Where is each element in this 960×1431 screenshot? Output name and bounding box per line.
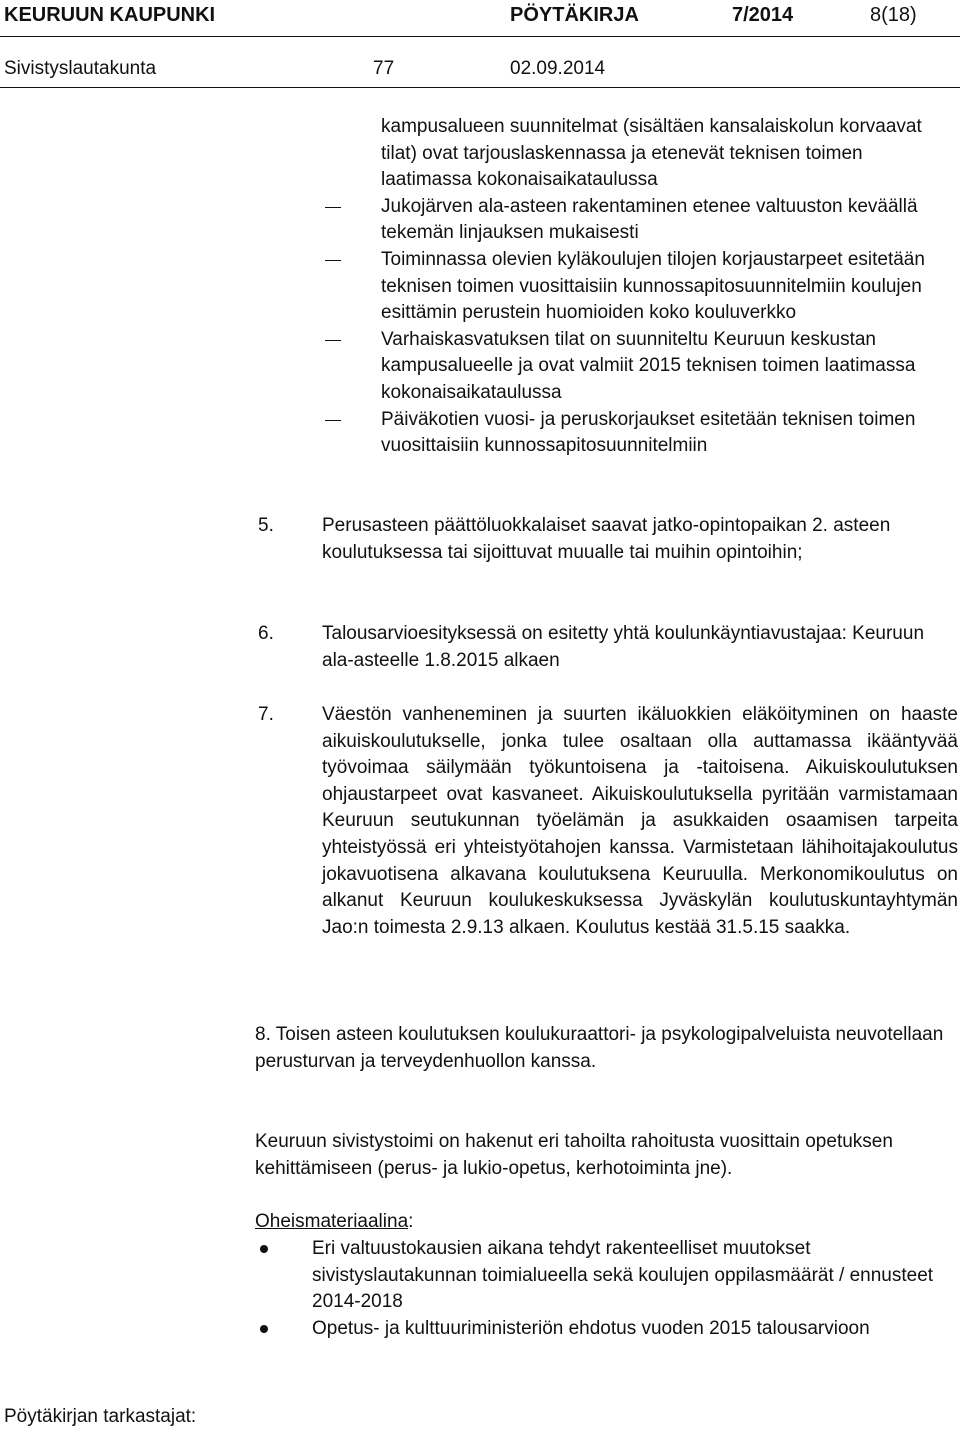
footer-reviewers: Pöytäkirjan tarkastajat: xyxy=(4,1406,197,1427)
list-item xyxy=(325,407,955,460)
list-item-text: Päiväkotien vuosi- ja peruskorjaukset esitetään teknisen toimen vuosittaisiin kunnossapitosuunnitelmiin xyxy=(381,408,916,457)
list-item-text: Eri valtuustokausien aikana tehdyt rakenteelliset muutokset sivistyslautakunnan toimialueella sekä koulujen oppilasmäärät / ennusteet 2014-2018 xyxy=(312,1238,934,1313)
page-number: 8(18) xyxy=(870,4,917,26)
document-header xyxy=(0,4,960,30)
attachments-colon: : xyxy=(408,1211,414,1232)
numbered-item-6 xyxy=(258,621,958,674)
list-item xyxy=(255,1316,955,1343)
document-type: PÖYTÄKIRJA xyxy=(510,4,639,26)
list-item-text: Jukojärven ala-asteen rakentaminen etenee valtuuston keväällä tekemän linjauksen mukaisesti xyxy=(381,195,918,244)
list-item xyxy=(325,247,955,327)
list-item xyxy=(325,194,955,247)
list-item xyxy=(325,327,955,407)
document-number: 7/2014 xyxy=(732,4,794,26)
item-number: 5. xyxy=(258,515,274,536)
list-item-text: Varhaiskasvatuksen tilat on suunniteltu Keuruun keskustan kampusalueelle ja ovat valmiit 2015 teknisen toimen laatimassa kokonaisaikataulussa xyxy=(381,328,916,403)
item-number: 7. xyxy=(258,704,274,725)
numbered-item-5 xyxy=(258,513,958,566)
attachments-list xyxy=(255,1236,955,1342)
dash-marker xyxy=(325,420,341,421)
dash-list xyxy=(325,114,955,460)
bullet-icon xyxy=(260,1325,268,1333)
bullet-icon xyxy=(260,1245,268,1253)
intro-continuation xyxy=(325,114,955,194)
list-item xyxy=(255,1236,955,1316)
list-item-text: Opetus- ja kulttuuriministeriön ehdotus vuoden 2015 talousarvioon xyxy=(312,1317,870,1339)
document-subheader xyxy=(0,58,960,82)
item-text: Väestön vanheneminen ja suurten ikäluokkien eläköityminen on haaste aikuiskoulutukselle, jonka tulee osaltaan olla auttamassa ikääntyvää työvoimaa säilymään työkuntoisena ja -taitoisena. Aikuiskoulutuksen ohjaustarpeet ovat kasvaneet. Aikuiskoulutuksella pyritään varmistamaan Keuruun seutukunnan työelämän ja asukkaiden osaamisen tarpeita yhteistyössä eri yhteistyötahojen kanssa. Varmistetaan lähihoitajakoulutus jokavuotisena alkavana koulutuksena Keuruulla. Merkonomikoulutus on alkanut Keuruun koulukeskuksessa Jyväskylän koulutuskuntayhtymän Jao:n toimesta 2.9.13 alkaen. Koulutus kestää 31.5.15 saakka. xyxy=(322,704,958,938)
item-text: Perusasteen päättöluokkalaiset saavat jatko-opintopaikan 2. asteen koulutuksessa tai sijoittuvat muualle tai muihin opintoihin; xyxy=(322,515,891,563)
item-number: 6. xyxy=(258,623,274,644)
board-name: Sivistyslautakunta xyxy=(4,58,157,79)
dash-marker xyxy=(325,260,341,261)
header-divider xyxy=(0,36,960,37)
funding-paragraph: Keuruun sivistystoimi on hakenut eri tahoilta rahoitusta vuosittain opetuksen kehittämiseen (perus- ja lukio-opetus, kerhotoiminta jne). xyxy=(255,1131,893,1179)
subheader-divider xyxy=(0,87,960,88)
numbered-item-7 xyxy=(258,702,958,941)
section-number: 77 xyxy=(373,58,395,79)
dash-marker xyxy=(325,207,341,208)
meeting-date: 02.09.2014 xyxy=(510,58,606,79)
attachments-label: Oheismateriaalina xyxy=(255,1211,409,1232)
organization-name: KEURUUN KAUPUNKI xyxy=(4,4,216,26)
attachments-heading xyxy=(255,1209,960,1236)
dash-marker xyxy=(325,340,341,341)
intro-text: kampusalueen suunnitelmat (sisältäen kansalaiskolun korvaavat tilat) ovat tarjouslaskennassa ja etenevät teknisen toimen laatimassa kokonaisaikataulussa xyxy=(381,116,922,191)
list-item-text: Toiminnassa olevien kyläkoulujen tilojen korjaustarpeet esitetään teknisen toimen vuosittaisiin kunnossapitosuunnitelmiin koulujen esittämin perustein huomioiden koko kouluverkko xyxy=(381,248,925,324)
item-text: Talousarvioesityksessä on esitetty yhtä koulunkäyntiavustajaa: Keuruun ala-asteelle 1.8.2015 alkaen xyxy=(322,623,925,671)
item-8-paragraph: 8. Toisen asteen koulutuksen koulukuraattori- ja psykologipalveluista neuvotellaan perusturvan ja terveydenhuollon kanssa. xyxy=(255,1024,944,1072)
